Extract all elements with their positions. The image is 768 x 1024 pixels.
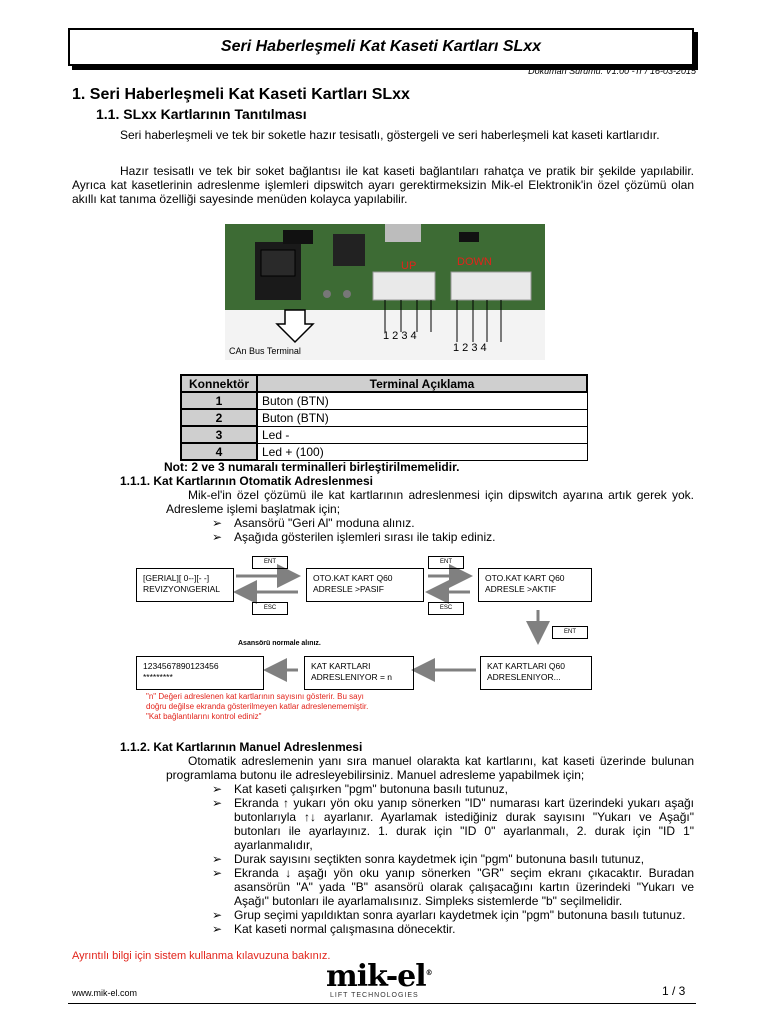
- esc-key: ESC: [428, 602, 464, 615]
- up-label: UP: [401, 260, 417, 272]
- table-note: Not: 2 ve 3 numaralı terminalleri birleştirilmemelidir.: [164, 460, 460, 474]
- table-row: [181, 443, 587, 460]
- table-row: [181, 409, 587, 426]
- arrow-bullet-icon: ➢: [212, 852, 223, 866]
- table-row: [181, 426, 587, 443]
- table-cell-num: 3: [181, 426, 257, 443]
- subsection-heading: 1.1. SLxx Kartlarının Tanıtılması: [96, 106, 307, 122]
- table-cell-num: 4: [181, 443, 257, 460]
- table-cell-desc: Led + (100): [257, 443, 587, 460]
- normal-mode-note: Asansörü normale alınız.: [238, 640, 321, 647]
- intro-paragraph-1: Seri haberleşmeli ve tek bir soketle hazır tesisatlı, göstergeli ve seri haberleşmeli kat kaseti kartlarıdır.: [120, 128, 660, 142]
- page-number: 1 / 3: [662, 984, 686, 998]
- flow-box-adresleniyor: KAT KARTLARI Q60 ADRESLENIYOR...: [480, 656, 592, 690]
- intro-paragraph-2: Hazır tesisatlı ve tek bir soket bağlantısı ile kat kaseti bağlantıları rahatça ve pratik bir şekilde yapılabilir. Ayrıca kat kasetlerinin adreslenme işlemleri dipswitch ayarı gerektirmeksizin Mik-el Elektronik'in özel çözümü olan akıllı kat tanıma özelliği sayesinde menüden kolayca yapılabilir.: [72, 164, 694, 206]
- footer-divider: [68, 1003, 696, 1004]
- ent-key: ENT: [428, 556, 464, 569]
- list-item: ➢ Ekranda ↑ yukarı yön oku yanıp sönerken "ID" numarası kart üzerindeki yukarı aşağı butonlarıyla ↑↓ ayarlanır. Ayarlamak istediğiniz durak sayısını "Yukarı ve Aşağı" butonları ile ayarlayınız. 1. durak için "ID 0" ayarlanmalı, 2. durak için "ID 1" ayarlanmalıdır,: [212, 796, 694, 852]
- flow-box-oto-pasif: OTO.KAT KART Q60 ADRESLE >PASIF: [306, 568, 424, 602]
- list-item: ➢ Durak sayısını seçtikten sonra kaydetmek için "pgm" butonuna basılı tutunuz,: [212, 852, 645, 866]
- list-item: ➢ Kat kaseti çalışırken "pgm" butonuna basılı tutunuz,: [212, 782, 509, 796]
- arrow-bullet-icon: ➢: [212, 908, 223, 922]
- list-item: ➢ Ekranda ↓ aşağı yön oku yanıp sönerken "GR" seçim ekranı çıkacaktır. Buradan asansörün "A" yada "B" asansörü olarak çalışacağını kartın üzerindeki "Yukarı ve Aşağı" butonları ile ayarlamalısınız. Simpleks sistemlerde "b" seçilmelidir.: [212, 866, 694, 908]
- pins-right: 1 2 3 4: [453, 342, 487, 354]
- arrow-bullet-icon: ➢: [212, 796, 223, 810]
- list-item: ➢ Kat kaseti normal çalışmasına dönecektir.: [212, 922, 456, 936]
- table-cell-desc: Buton (BTN): [257, 392, 587, 409]
- table-cell-desc: Led -: [257, 426, 587, 443]
- logo-registered-mark: ®: [425, 968, 432, 977]
- arrow-bullet-icon: ➢: [212, 922, 223, 936]
- table-header-row: [181, 375, 587, 392]
- table-header-description: Terminal Açıklama: [257, 375, 587, 392]
- list-item: ➢ Grup seçimi yapıldıktan sonra ayarları kaydetmek için "pgm" butonuna basılı tutunuz.: [212, 908, 686, 922]
- card-photo: [225, 224, 545, 360]
- can-bus-label: CAn Bus Terminal: [229, 346, 301, 356]
- logo-subtitle: LIFT TECHNOLOGIES: [330, 992, 419, 999]
- ent-key: ENT: [552, 626, 588, 639]
- table-cell-desc: Buton (BTN): [257, 409, 587, 426]
- table-cell-num: 2: [181, 409, 257, 426]
- auto-address-heading: 1.1.1. Kat Kartlarının Otomatik Adreslenmesi: [120, 474, 373, 488]
- table-row: [181, 392, 587, 409]
- flow-box-display: 1234567890123456 *********: [136, 656, 264, 690]
- arrow-bullet-icon: ➢: [212, 516, 223, 530]
- manual-address-steps: [212, 782, 694, 936]
- connector-table: [180, 374, 588, 461]
- section-heading: 1. Seri Haberleşmeli Kat Kaseti Kartları SLxx: [72, 86, 410, 103]
- down-label: DOWN: [457, 256, 492, 268]
- list-item: ➢ Asansörü "Geri Al" moduna alınız.: [212, 516, 415, 530]
- document-title-box: [68, 28, 694, 66]
- flow-red-note: "n" Değeri adreslenen kat kartlarının sayısını gösterir. Bu sayı doğru değilse ekranda gösterilmeyen katlar adreslenememiştir. "Kat bağlantılarını kontrol ediniz": [146, 692, 369, 721]
- logo-text: mik-el: [326, 959, 426, 994]
- table-header-connector: Konnektör: [181, 375, 257, 392]
- list-item: ➢ Aşağıda gösterilen işlemleri sırası ile takip ediniz.: [212, 530, 496, 544]
- arrow-bullet-icon: ➢: [212, 782, 223, 796]
- arrow-bullet-icon: ➢: [212, 530, 223, 544]
- auto-address-intro: Mik-el'in özel çözümü ile kat kartlarının adreslenmesi için dipswitch ayarına artık gerek yok. Adresleme işlemi başlatmak için;: [166, 488, 694, 516]
- manual-address-heading: 1.1.2. Kat Kartlarının Manuel Adreslenmesi: [120, 740, 363, 754]
- arrow-bullet-icon: ➢: [212, 866, 223, 880]
- manual-reference-note: Ayrıntılı bilgi için sistem kullanma kılavuzuna bakınız.: [72, 950, 331, 962]
- document-version: Döküman Sürümü: V1.00 -Tr / 16-03-2015: [528, 66, 696, 76]
- auto-address-steps: [212, 516, 692, 544]
- mikel-logo: [326, 958, 446, 999]
- flow-box-adresleniyor-n: KAT KARTLARI ADRESLENIYOR = n: [304, 656, 414, 690]
- manual-address-intro: Otomatik adreslemenin yanı sıra manuel olarakta kat kartlarını, kat kaseti üzerinde bulunan programlama butonu ile adresleyebilirsiniz. Manuel adresleme yapabilmek için;: [166, 754, 694, 782]
- pins-left: 1 2 3 4: [383, 330, 417, 342]
- flow-box-oto-aktif: OTO.KAT KART Q60 ADRESLE >AKTIF: [478, 568, 592, 602]
- ent-key: ENT: [252, 556, 288, 569]
- flow-box-gerial: [GERIAL][ 0--][- -] REVIZYON\GERIAL: [136, 568, 234, 602]
- table-cell-num: 1: [181, 392, 257, 409]
- connector-table-wrap: [180, 374, 588, 461]
- footer-url[interactable]: www.mik-el.com: [72, 988, 138, 998]
- document-title: Seri Haberleşmeli Kat Kaseti Kartları SLxx: [220, 38, 542, 55]
- esc-key: ESC: [252, 602, 288, 615]
